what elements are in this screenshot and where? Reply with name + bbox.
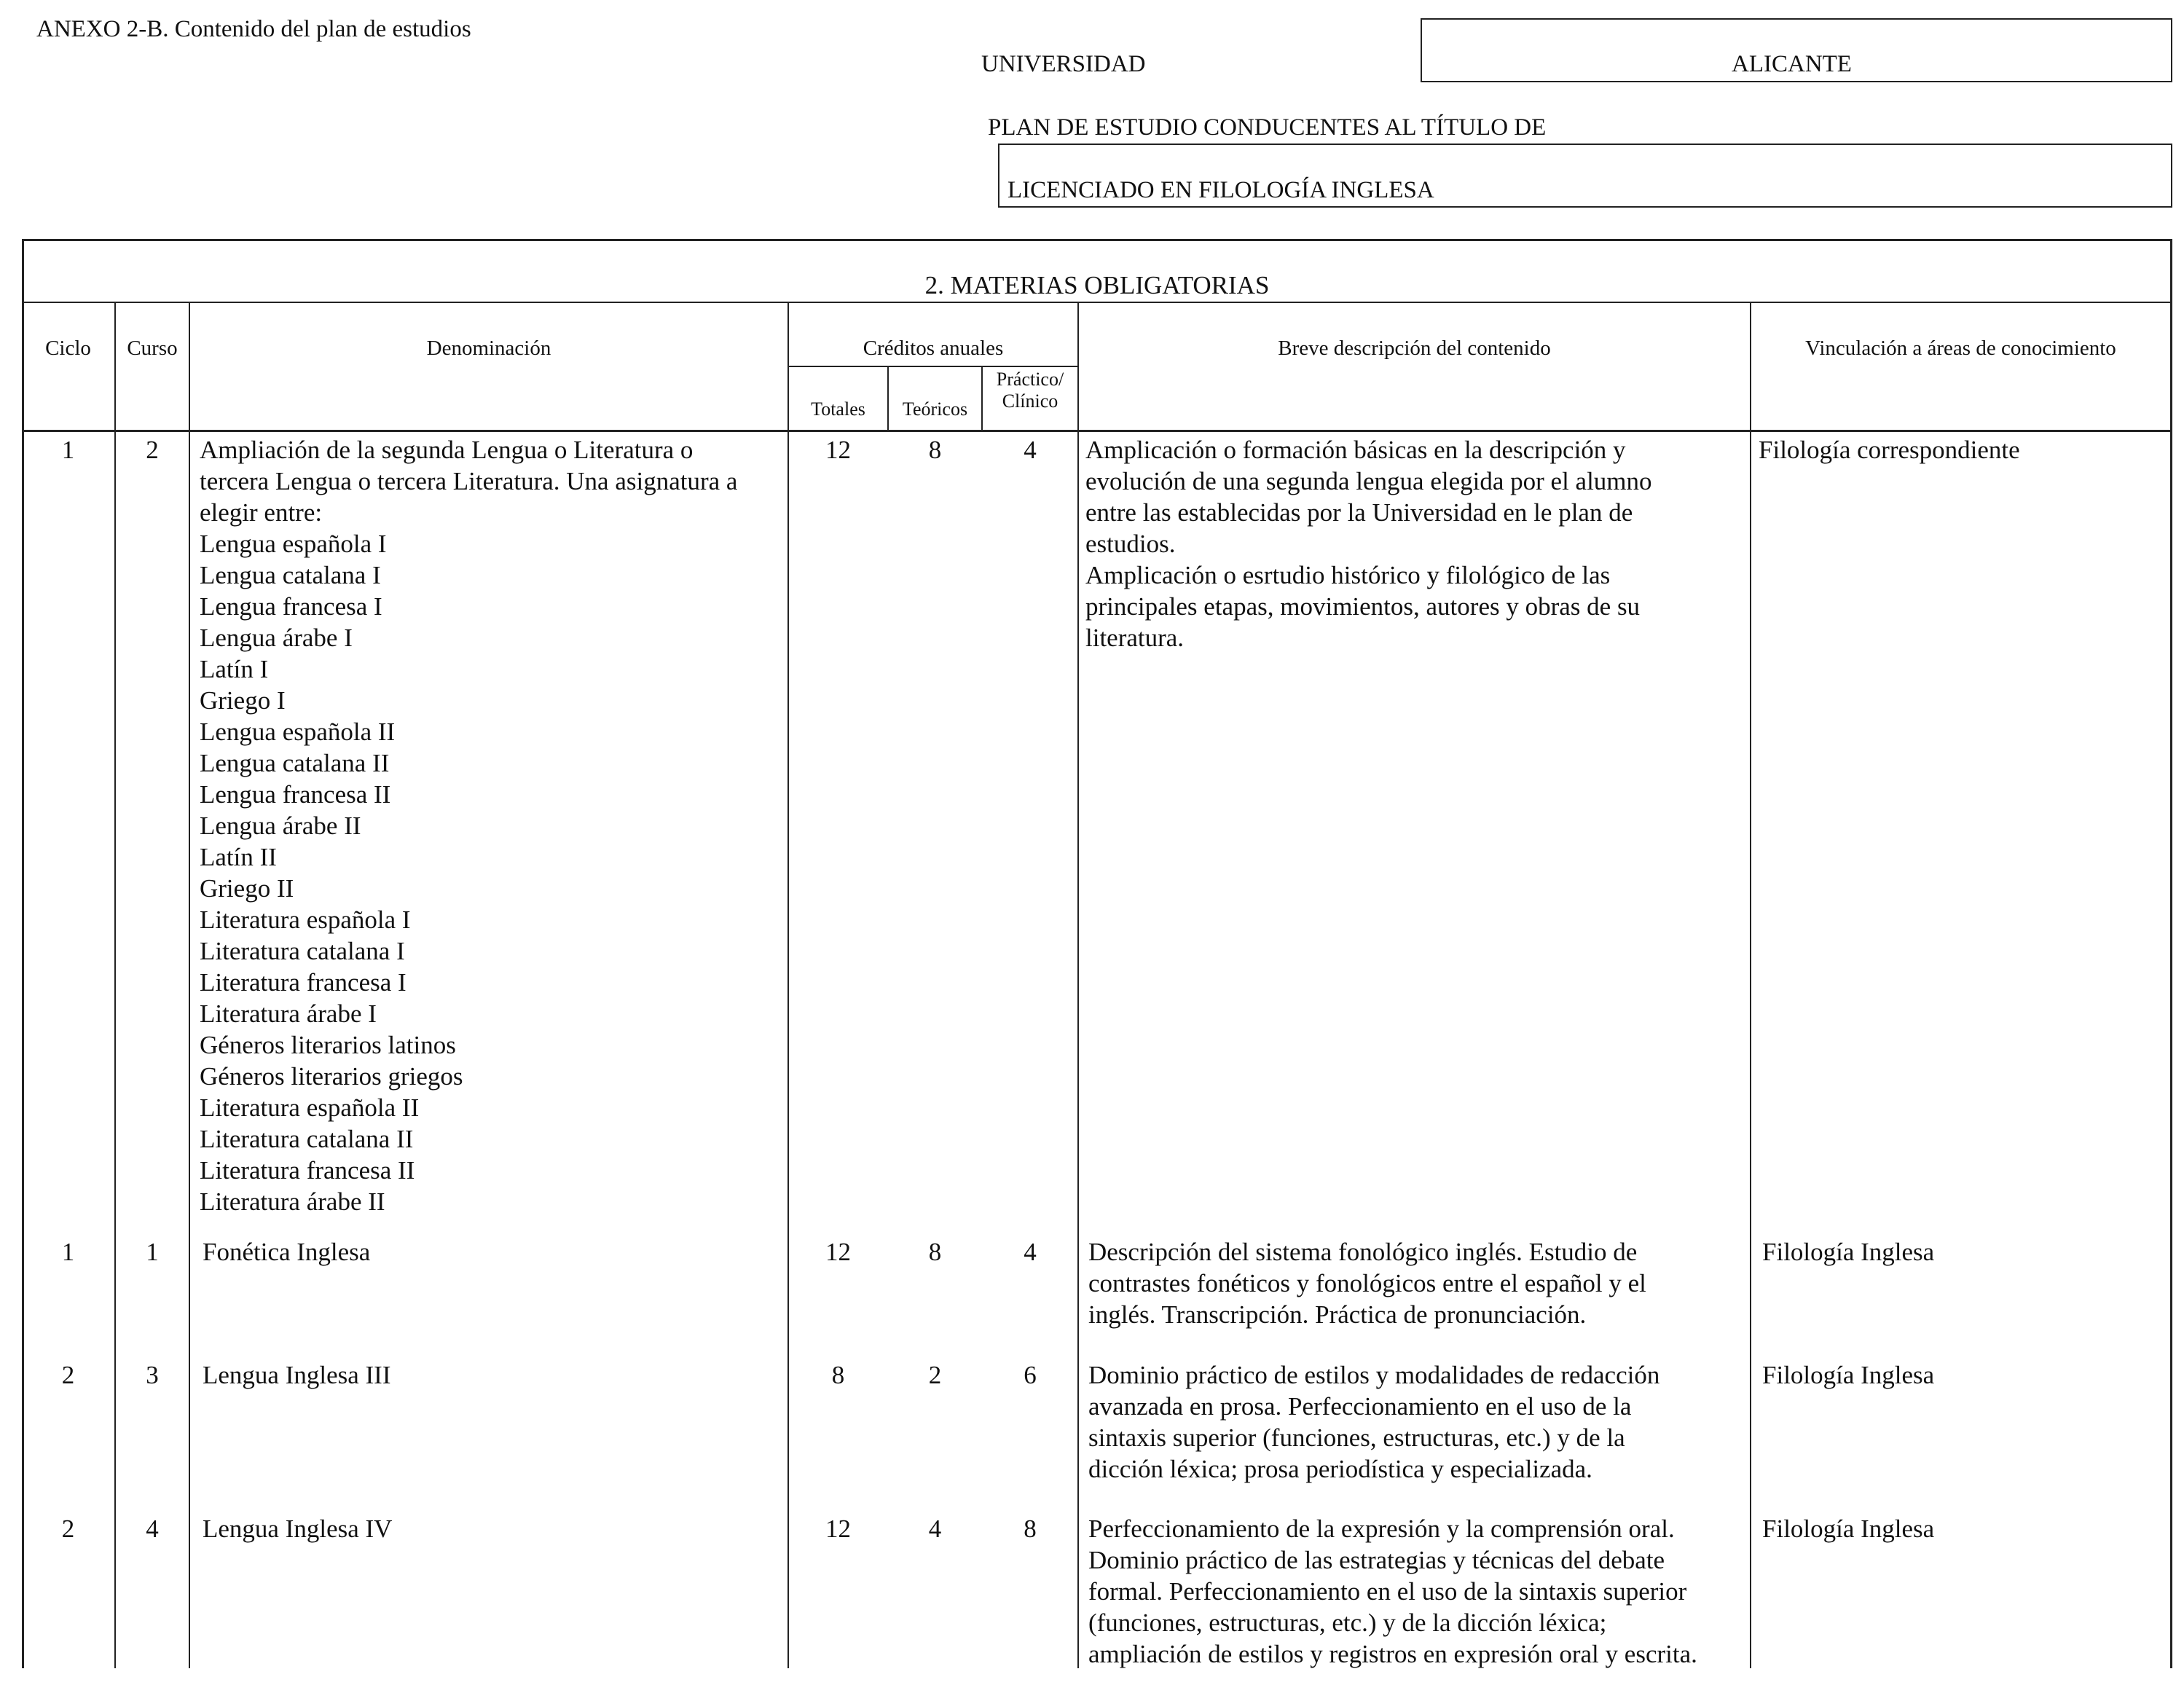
col-header-teoricos: Teóricos — [902, 398, 968, 420]
row-teoricos: 8 — [928, 436, 942, 464]
row-denominacion: Lengua Inglesa III — [203, 1361, 391, 1389]
row-ciclo: 2 — [61, 1361, 75, 1389]
row-totales: 12 — [825, 436, 851, 464]
col-header-vinculacion: Vinculación a áreas de conocimiento — [1805, 337, 2116, 360]
table-right-border — [2170, 239, 2172, 1668]
row-vinculacion: Filología Inglesa — [1762, 1361, 1935, 1389]
table-top-border — [22, 239, 2172, 241]
universidad-value: ALICANTE — [1732, 51, 1852, 77]
col-line-7 — [1750, 302, 1751, 1668]
row-vinculacion: Filología Inglesa — [1762, 1515, 1935, 1543]
row-teoricos: 8 — [928, 1238, 942, 1266]
col-line-3 — [787, 302, 789, 1668]
row-practico: 4 — [1024, 1238, 1037, 1266]
row-totales: 12 — [825, 1238, 851, 1266]
row-teoricos: 2 — [928, 1361, 942, 1389]
row-teoricos: 4 — [928, 1515, 942, 1543]
titulo-value: LICENCIADO EN FILOLOGÍA INGLESA — [1007, 177, 1434, 203]
col-line-6 — [1077, 302, 1079, 1668]
row-descripcion: Perfeccionamiento de la expresión y la comprensión oral. Dominio práctico de las estrategias y técnicas del debate formal. Perfeccionamiento en el uso de la sintaxis superior (funciones, estructuras, etc.) y de la dicción léxica; ampliación de estilos y registros en expresión oral y escrita. — [1088, 1515, 1697, 1668]
row-totales: 12 — [825, 1515, 851, 1543]
universidad-label: UNIVERSIDAD — [981, 51, 1146, 77]
row-totales: 8 — [831, 1361, 845, 1389]
row-ciclo: 1 — [61, 436, 75, 464]
row-curso: 4 — [146, 1515, 159, 1543]
col-line-1 — [114, 302, 116, 1668]
row-vinculacion: Filología Inglesa — [1762, 1238, 1935, 1266]
row-practico: 8 — [1024, 1515, 1037, 1543]
row-denominacion: Lengua Inglesa IV — [203, 1515, 393, 1543]
credits-subdivider — [787, 366, 1077, 367]
row-denominacion: Fonética Inglesa — [203, 1238, 371, 1266]
row-curso: 1 — [146, 1238, 159, 1266]
col-header-totales: Totales — [811, 398, 865, 420]
header-divider — [22, 430, 2172, 432]
col-header-creditos: Créditos anuales — [863, 337, 1004, 360]
row-descripcion: Dominio práctico de estilos y modalidades de redacción avanzada en prosa. Perfeccionamiento en el uso de la sintaxis superior (funciones, estructuras, etc.) y de la dicción léxica; prosa periodística y especializada. — [1088, 1361, 1660, 1483]
col-header-ciclo: Ciclo — [45, 337, 91, 360]
row-denominacion: Ampliación de la segunda Lengua o Literatura o tercera Lengua o tercera Literatura. Una asignatura a elegir entre: Lengua española I Lengua catalana I Lengua francesa I Lengua árabe I Latín I Griego I Lengua española II Lengua catalana II Lengua francesa II Lengua árabe II Latín II Griego II Literatura española I Literatura catalana I Literatura francesa I Literatura árabe I Géneros literarios latinos Géneros literarios griegos Literatura española II Literatura catalana II Literatura francesa II Literatura árabe II — [200, 436, 738, 1216]
section-divider — [22, 302, 2172, 303]
row-curso: 2 — [146, 436, 159, 464]
annex-title: ANEXO 2-B. Contenido del plan de estudios — [36, 16, 471, 42]
col-header-descripcion: Breve descripción del contenido — [1278, 337, 1551, 360]
row-ciclo: 1 — [61, 1238, 75, 1266]
row-descripcion: Amplicación o formación básicas en la descripción y evolución de una segunda lengua elegida por el alumno entre las establecidas por la Universidad en le plan de estudios. Amplicación o esrtudio histórico y filológico de las principales etapas, movimientos, autores y obras de su literatura. — [1085, 436, 1652, 652]
col-header-denominacion: Denominación — [426, 337, 551, 360]
row-curso: 3 — [146, 1361, 159, 1389]
plan-label: PLAN DE ESTUDIO CONDUCENTES AL TÍTULO DE — [988, 114, 1547, 141]
col-line-2 — [189, 302, 190, 1668]
row-practico: 4 — [1024, 436, 1037, 464]
row-ciclo: 2 — [61, 1515, 75, 1543]
col-header-practico: Práctico/ Clínico — [996, 369, 1064, 412]
row-vinculacion: Filología correspondiente — [1759, 436, 2020, 464]
col-header-curso: Curso — [127, 337, 178, 360]
section-title: 2. MATERIAS OBLIGATORIAS — [924, 271, 1270, 299]
row-descripcion: Descripción del sistema fonológico inglés. Estudio de contrastes fonéticos y fonológicos entre el español y el inglés. Transcripción. Práctica de pronunciación. — [1088, 1238, 1646, 1329]
row-practico: 6 — [1024, 1361, 1037, 1389]
